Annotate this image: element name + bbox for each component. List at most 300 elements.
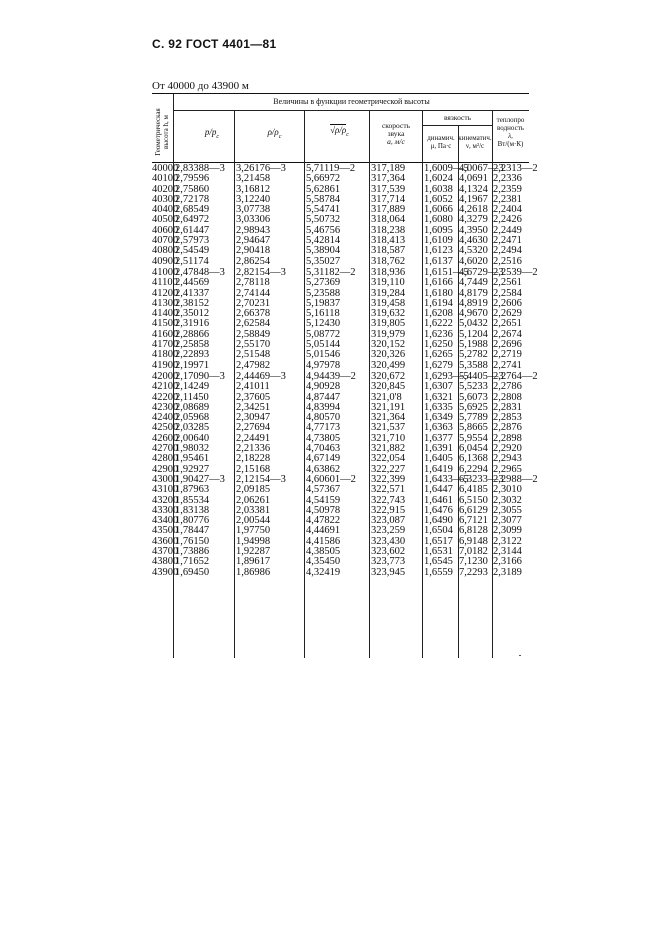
height-cell: 42000: [152, 371, 179, 382]
dynamic-viscosity-cell: 1,6517: [424, 535, 453, 547]
dynamic-viscosity-cell: 1,6180: [424, 287, 453, 299]
column-header-dynamic-viscosity: динамич. μ, Па·с: [427, 134, 455, 150]
thermal-conductivity-cell: 2,2359: [493, 183, 522, 195]
dynamic-viscosity-cell: 1,6009—5: [424, 163, 469, 174]
sqrt-density-cell: 4,63862: [306, 463, 341, 475]
speed-of-sound-cell: 318,238: [371, 224, 406, 236]
height-cell: 43700: [152, 546, 179, 558]
dynamic-viscosity-cell: 1,6208: [424, 308, 453, 320]
density-ratio-cell: 2,12154—3: [236, 474, 286, 485]
height-cell: 43400: [152, 515, 179, 527]
density-ratio-cell: 2,18228: [236, 453, 271, 465]
body-vline-3: [304, 162, 305, 658]
dynamic-viscosity-cell: 1,6250: [424, 339, 453, 351]
pressure-ratio-cell: 2,03285: [175, 422, 210, 434]
thermal-conductivity-cell: 2,2786: [493, 381, 522, 393]
pressure-ratio-cell: 2,19971: [175, 359, 210, 371]
thermal-conductivity-cell: 2,3055: [493, 504, 522, 516]
body-vline-4: [369, 162, 370, 658]
speed-of-sound-cell: 321,191: [371, 401, 406, 413]
speed-of-sound-cell: 320,152: [371, 339, 406, 351]
height-cell: 41600: [152, 328, 179, 340]
column-a: [371, 475, 405, 578]
body-vline-5: [422, 162, 423, 658]
density-ratio-cell: 2,74144: [236, 287, 271, 299]
density-ratio-cell: 1,89617: [236, 556, 271, 568]
kinematic-viscosity-cell: 5,9554: [459, 432, 488, 444]
column-p: [175, 372, 225, 475]
kinematic-viscosity-cell: 4,1324: [459, 183, 488, 195]
dynamic-viscosity-cell: 1,6066: [424, 204, 453, 216]
pressure-ratio-cell: 1,87963: [175, 484, 210, 496]
height-cell: 43900: [152, 566, 179, 578]
thermal-conductivity-cell: 2,3166: [493, 556, 522, 568]
pressure-ratio-cell: 2,57973: [175, 235, 210, 247]
height-cell: 42200: [152, 391, 179, 403]
kinematic-viscosity-cell: 7,1230: [459, 556, 488, 568]
speed-of-sound-cell: 323,430: [371, 535, 406, 547]
density-ratio-cell: 2,09185: [236, 484, 271, 496]
dynamic-viscosity-cell: 1,6038: [424, 183, 453, 195]
column-p: [175, 268, 225, 371]
altitude-range-caption: От 40000 до 43900 м: [152, 80, 249, 92]
density-ratio-cell: 3,12240: [236, 193, 271, 205]
thermal-conductivity-cell: 2,3077: [493, 515, 522, 527]
thermal-conductivity-cell: 2,2741: [493, 359, 522, 371]
column-header-density: $\rho/\rho_c$: [267, 127, 282, 140]
speed-of-sound-cell: 319,284: [371, 287, 406, 299]
sqrt-density-cell: 4,73805: [306, 432, 341, 444]
kinematic-viscosity-cell: 5,3588: [459, 359, 488, 371]
sqrt-density-cell: 5,71119—2: [306, 163, 356, 174]
sqrt-density-cell: 5,05144: [306, 339, 341, 351]
sqrt-density-cell: 5,16118: [306, 308, 340, 320]
thermal-conductivity-cell: 2,2831: [493, 401, 522, 413]
pressure-ratio-cell: 1,95461: [175, 453, 210, 465]
sqrt-density-cell: 5,01546: [306, 349, 341, 361]
density-ratio-cell: 2,34251: [236, 401, 271, 413]
thermal-conductivity-cell: 2,2898: [493, 432, 522, 444]
kinematic-viscosity-cell: 4,6020: [459, 255, 488, 267]
speed-of-sound-cell: 319,110: [371, 277, 405, 289]
sqrt-density-cell: 5,27369: [306, 277, 341, 289]
column-a: [371, 164, 405, 267]
dynamic-viscosity-cell: 1,6052: [424, 193, 453, 205]
sqrt-density-cell: 4,41586: [306, 535, 341, 547]
height-cell: 40200: [152, 183, 179, 195]
speed-of-sound-cell: 318,064: [371, 214, 406, 226]
height-cell: 40400: [152, 204, 179, 216]
speed-of-sound-cell: 322,743: [371, 494, 406, 506]
speed-of-sound-cell: 319,805: [371, 318, 406, 330]
pressure-ratio-cell: 2,00640: [175, 432, 210, 444]
column-p: [175, 475, 225, 578]
height-cell: 40500: [152, 214, 179, 226]
pressure-ratio-cell: 2,22893: [175, 349, 210, 361]
pressure-ratio-cell: 2,44569: [175, 277, 210, 289]
thermal-conductivity-cell: 2,3099: [493, 525, 522, 537]
thermal-conductivity-cell: 2,2516: [493, 255, 522, 267]
thermal-conductivity-cell: 2,2651: [493, 318, 522, 330]
kinematic-viscosity-cell: 6,0454: [459, 443, 488, 455]
height-cell: 41700: [152, 339, 179, 351]
kinematic-viscosity-cell: 4,9670: [459, 308, 488, 320]
sqrt-density-cell: 4,47822: [306, 515, 341, 527]
group-title: Величины в функции геометрической высоты: [273, 97, 430, 106]
sqrt-density-cell: 5,42814: [306, 235, 341, 247]
pressure-ratio-cell: 2,41337: [175, 287, 210, 299]
thermal-conductivity-cell: 2,2808: [493, 391, 522, 403]
pressure-ratio-cell: 2,31916: [175, 318, 210, 330]
height-cell: 42300: [152, 401, 179, 413]
thermal-conductivity-cell: 2,2988—2: [493, 474, 538, 485]
speed-of-sound-cell: 320,672: [371, 371, 406, 382]
pressure-ratio-cell: 1,98032: [175, 443, 210, 455]
height-cell: 42900: [152, 463, 179, 475]
height-cell: 43000: [152, 474, 179, 485]
thermal-conductivity-cell: 2,2313—2: [493, 163, 538, 174]
thermal-conductivity-cell: 2,2943: [493, 453, 522, 465]
thermal-conductivity-cell: 2,2584: [493, 287, 522, 299]
height-cell: 41500: [152, 318, 179, 330]
thermal-conductivity-cell: 2,3144: [493, 546, 522, 558]
height-cell: 41800: [152, 349, 179, 361]
speed-of-sound-cell: 319,458: [371, 297, 406, 309]
dynamic-viscosity-cell: 1,6279: [424, 359, 453, 371]
dynamic-viscosity-cell: 1,6109: [424, 235, 453, 247]
density-ratio-cell: 2,94647: [236, 235, 271, 247]
density-ratio-cell: 2,37605: [236, 391, 271, 403]
thermal-conductivity-cell: 2,2449: [493, 224, 522, 236]
height-cell: 43800: [152, 556, 179, 568]
sqrt-density-cell: 5,54741: [306, 204, 341, 216]
speed-of-sound-cell: 321,882: [371, 443, 406, 455]
sqrt-density-cell: 4,83994: [306, 401, 341, 413]
kinematic-viscosity-cell: 5,8665: [459, 422, 488, 434]
sqrt-density-cell: 5,66972: [306, 173, 341, 185]
pressure-ratio-cell: 2,38152: [175, 297, 210, 309]
density-ratio-cell: 1,92287: [236, 546, 271, 558]
speed-of-sound-cell: 323,945: [371, 566, 406, 578]
height-cell: 40800: [152, 245, 179, 257]
dynamic-viscosity-cell: 1,6236: [424, 328, 453, 340]
column-sqrt: [306, 268, 356, 371]
sqrt-density-cell: 4,94439—2: [306, 371, 356, 382]
dynamic-viscosity-cell: 1,6349: [424, 412, 453, 424]
column-a: [371, 268, 405, 371]
density-ratio-cell: 2,62584: [236, 318, 271, 330]
density-ratio-cell: 2,90418: [236, 245, 271, 257]
sqrt-density-cell: 5,62861: [306, 183, 341, 195]
sqrt-density-cell: 4,44691: [306, 525, 341, 537]
speed-of-sound-cell: 317,714: [371, 193, 406, 205]
dynamic-viscosity-cell: 1,6166: [424, 277, 453, 289]
pressure-ratio-cell: 2,11450: [175, 391, 209, 403]
column-header-speed: скорость звука a, м/с: [381, 121, 411, 146]
dynamic-viscosity-cell: 1,6363: [424, 422, 453, 434]
dynamic-viscosity-cell: 1,6405: [424, 453, 453, 465]
kinematic-viscosity-cell: 4,7449: [459, 277, 488, 289]
sqrt-density-cell: 4,50978: [306, 504, 341, 516]
speed-of-sound-cell: 319,632: [371, 308, 406, 320]
column-lam: [493, 164, 538, 267]
height-cell: 43600: [152, 535, 179, 547]
group-title-underline: [174, 110, 529, 111]
density-ratio-cell: 2,00544: [236, 515, 271, 527]
height-cell: 42400: [152, 412, 179, 424]
density-ratio-cell: 2,82154—3: [236, 267, 286, 278]
pressure-ratio-cell: 2,54549: [175, 245, 210, 257]
thermal-conductivity-cell: 2,2876: [493, 422, 522, 434]
kinematic-viscosity-cell: 6,4185: [459, 484, 488, 496]
height-cell: 41000: [152, 267, 179, 278]
pressure-ratio-cell: 2,61447: [175, 224, 210, 236]
speed-of-sound-cell: 323,602: [371, 546, 406, 558]
thermal-conductivity-cell: 2,2606: [493, 297, 522, 309]
column-lam: [493, 268, 538, 371]
height-cell: 41400: [152, 308, 179, 320]
pressure-ratio-cell: 1,76150: [175, 535, 210, 547]
height-cell: 43200: [152, 494, 179, 506]
pressure-ratio-cell: 2,79596: [175, 173, 210, 185]
kinematic-viscosity-cell: 5,6073: [459, 391, 488, 403]
kinematic-viscosity-cell: 4,5320: [459, 245, 488, 257]
dynamic-viscosity-cell: 1,6433—5: [424, 474, 469, 485]
body-vline-2: [234, 162, 235, 658]
speed-of-sound-cell: 322,227: [371, 463, 406, 475]
density-ratio-cell: 2,24491: [236, 432, 271, 444]
column-rho: [236, 372, 286, 475]
dynamic-viscosity-cell: 1,6307: [424, 381, 453, 393]
sqrt-density-cell: 4,90928: [306, 381, 341, 393]
kinematic-viscosity-cell: 6,3233—3: [459, 474, 504, 485]
speed-of-sound-cell: 322,571: [371, 484, 406, 496]
header-vline-3: [304, 110, 305, 162]
dynamic-viscosity-cell: 1,6095: [424, 224, 453, 236]
height-cell: 42600: [152, 432, 179, 444]
thermal-conductivity-cell: 2,2381: [493, 193, 522, 205]
kinematic-viscosity-cell: 4,1967: [459, 193, 488, 205]
sqrt-density-cell: 4,38505: [306, 546, 341, 558]
sqrt-density-cell: 4,97978: [306, 359, 341, 371]
speed-of-sound-cell: 320,499: [371, 359, 406, 371]
pressure-ratio-cell: 2,17090—3: [175, 371, 225, 382]
kinematic-viscosity-cell: 5,1204: [459, 328, 488, 340]
density-ratio-cell: 2,70231: [236, 297, 271, 309]
height-cell: 42700: [152, 443, 179, 455]
kinematic-viscosity-cell: 5,6925: [459, 401, 488, 413]
column-rho: [236, 164, 286, 267]
kinematic-viscosity-cell: 6,9148: [459, 535, 488, 547]
header-vline-2: [234, 110, 235, 162]
kinematic-viscosity-cell: 4,2618: [459, 204, 488, 216]
thermal-conductivity-cell: 2,2336: [493, 173, 522, 185]
speed-of-sound-cell: 317,889: [371, 204, 406, 216]
column-sqrt: [306, 164, 355, 267]
height-cell: 40000: [152, 163, 179, 174]
thermal-conductivity-cell: 2,2764—2: [493, 371, 538, 382]
thermal-conductivity-cell: 2,2539—2: [493, 267, 538, 278]
thermal-conductivity-cell: 2,2719: [493, 349, 522, 361]
height-cell: 41200: [152, 287, 179, 299]
density-ratio-cell: 3,07738: [236, 204, 271, 216]
speed-of-sound-cell: 318,413: [371, 235, 406, 247]
thermal-conductivity-cell: 2,2629: [493, 308, 522, 320]
thermal-conductivity-cell: 2,2471: [493, 235, 522, 247]
speed-of-sound-cell: 323,773: [371, 556, 406, 568]
kinematic-viscosity-cell: 4,8179: [459, 287, 488, 299]
column-header-height: Геометрическая высота h, м: [154, 108, 170, 156]
pressure-ratio-cell: 2,72178: [175, 193, 210, 205]
height-cell: 43500: [152, 525, 179, 537]
thermal-conductivity-cell: 2,3032: [493, 494, 522, 506]
dynamic-viscosity-cell: 1,6293—5: [424, 371, 469, 382]
thermal-conductivity-cell: 2,2404: [493, 204, 522, 216]
column-sqrt: [306, 475, 356, 578]
column-rho: [236, 475, 286, 578]
column-header-thermal-conductivity: теплопро водность λ, Вт/(м·К): [496, 116, 525, 148]
sqrt-density-cell: 4,80570: [306, 412, 341, 424]
pressure-ratio-cell: 2,47848—3: [175, 267, 225, 278]
thermal-conductivity-cell: 2,2696: [493, 339, 522, 351]
dynamic-viscosity-cell: 1,6545: [424, 556, 453, 568]
pressure-ratio-cell: 1,83138: [175, 504, 210, 516]
kinematic-viscosity-cell: 6,7121: [459, 515, 488, 527]
sqrt-density-cell: 5,35027: [306, 255, 341, 267]
column-header-pressure: $p/p_c$: [204, 127, 220, 140]
height-cell: 43300: [152, 504, 179, 516]
speed-of-sound-cell: 319,979: [371, 328, 406, 340]
kinematic-viscosity-cell: 5,1988: [459, 339, 488, 351]
dynamic-viscosity-cell: 1,6419: [424, 463, 453, 475]
density-ratio-cell: 3,03306: [236, 214, 271, 226]
speed-of-sound-cell: 317,189: [371, 163, 406, 174]
speed-of-sound-cell: 322,915: [371, 504, 406, 516]
column-p: [175, 164, 225, 267]
density-ratio-cell: 2,30947: [236, 412, 271, 424]
density-ratio-cell: 2,51548: [236, 349, 271, 361]
dynamic-viscosity-cell: 1,6559: [424, 566, 453, 578]
density-ratio-cell: 2,98943: [236, 224, 271, 236]
speed-of-sound-cell: 321,710: [371, 432, 406, 444]
kinematic-viscosity-cell: 5,0432: [459, 318, 488, 330]
sqrt-density-cell: 4,87447: [306, 391, 341, 403]
pressure-ratio-cell: 1,71652: [175, 556, 210, 568]
thermal-conductivity-cell: 2,2426: [493, 214, 522, 226]
thermal-conductivity-cell: 2,3189: [493, 566, 522, 578]
sqrt-density-cell: 5,19837: [306, 297, 341, 309]
kinematic-viscosity-cell: 6,5150: [459, 494, 488, 506]
column-sqrt: [306, 372, 356, 475]
kinematic-viscosity-cell: 7,0182: [459, 546, 488, 558]
dynamic-viscosity-cell: 1,6151—5: [424, 267, 469, 278]
height-cell: 42100: [152, 381, 179, 393]
density-ratio-cell: 2,44469—3: [236, 371, 286, 382]
page-header: С. 92 ГОСТ 4401—81: [152, 37, 277, 51]
density-ratio-cell: 2,78118: [236, 277, 270, 289]
thermal-conductivity-cell: 2,2561: [493, 277, 522, 289]
density-ratio-cell: 1,86986: [236, 566, 271, 578]
kinematic-viscosity-cell: 6,1368: [459, 453, 488, 465]
sqrt-density-cell: 5,50732: [306, 214, 341, 226]
height-cell: 42800: [152, 453, 179, 465]
kinematic-viscosity-cell: 6,6129: [459, 504, 488, 516]
pressure-ratio-cell: 1,92927: [175, 463, 210, 475]
pressure-ratio-cell: 1,69450: [175, 566, 210, 578]
dynamic-viscosity-cell: 1,6531: [424, 546, 453, 558]
dynamic-viscosity-cell: 1,6321: [424, 391, 453, 403]
thermal-conductivity-cell: 2,2494: [493, 245, 522, 257]
height-cell: 40100: [152, 173, 179, 185]
density-ratio-cell: 2,66378: [236, 308, 271, 320]
thermal-conductivity-cell: 2,3122: [493, 535, 522, 547]
height-cell: 40900: [152, 255, 179, 267]
speed-of-sound-cell: 321,0'8: [371, 391, 402, 403]
density-ratio-cell: 2,55170: [236, 339, 271, 351]
speed-of-sound-cell: 320,845: [371, 381, 406, 393]
thermal-conductivity-cell: 2,2920: [493, 443, 522, 455]
dynamic-viscosity-cell: 1,6222: [424, 318, 453, 330]
thermal-conductivity-cell: 2,2674: [493, 328, 522, 340]
pressure-ratio-cell: 1,85534: [175, 494, 210, 506]
pressure-ratio-cell: 2,08689: [175, 401, 210, 413]
dynamic-viscosity-cell: 1,6137: [424, 255, 453, 267]
pressure-ratio-cell: 1,73886: [175, 546, 210, 558]
height-cell: 41100: [152, 277, 178, 289]
density-ratio-cell: 2,03381: [236, 504, 271, 516]
dynamic-viscosity-cell: 1,6123: [424, 245, 453, 257]
density-ratio-cell: 2,06261: [236, 494, 271, 506]
pressure-ratio-cell: 2,14249: [175, 381, 210, 393]
sqrt-density-cell: 4,70463: [306, 443, 341, 455]
pressure-ratio-cell: 2,83388—3: [175, 163, 225, 174]
dynamic-viscosity-cell: 1,6447: [424, 484, 453, 496]
sqrt-density-cell: 4,67149: [306, 453, 341, 465]
height-cell: 41900: [152, 359, 179, 371]
dynamic-viscosity-cell: 1,6490: [424, 515, 453, 527]
speed-of-sound-cell: 322,399: [371, 474, 406, 485]
height-cell: 42500: [152, 422, 179, 434]
dynamic-viscosity-cell: 1,6391: [424, 443, 453, 455]
dynamic-viscosity-cell: 1,6080: [424, 214, 453, 226]
sqrt-density-cell: 5,31182—2: [306, 267, 356, 278]
pressure-ratio-cell: 1,78447: [175, 525, 210, 537]
sqrt-density-cell: 5,08772: [306, 328, 341, 340]
column-header-sqrt-density: $√\rho/\rho_c$: [330, 125, 349, 138]
density-ratio-cell: 2,27694: [236, 422, 271, 434]
density-ratio-cell: 3,16812: [236, 183, 271, 195]
speed-of-sound-cell: 318,762: [371, 255, 406, 267]
pressure-ratio-cell: 2,75860: [175, 183, 210, 195]
column-a: [371, 372, 405, 475]
kinematic-viscosity-cell: 5,5233: [459, 381, 488, 393]
pressure-ratio-cell: 1,80776: [175, 515, 210, 527]
column-lam: [493, 372, 538, 475]
kinematic-viscosity-cell: 6,8128: [459, 525, 488, 537]
density-ratio-cell: 2,58849: [236, 328, 271, 340]
dynamic-viscosity-cell: 1,6024: [424, 173, 453, 185]
kinematic-viscosity-cell: 4,3279: [459, 214, 488, 226]
kinematic-viscosity-cell: 4,0691: [459, 173, 488, 185]
density-ratio-cell: 1,94998: [236, 535, 271, 547]
speed-of-sound-cell: 317,539: [371, 183, 406, 195]
height-cell: 40300: [152, 193, 179, 205]
dynamic-viscosity-cell: 1,6504: [424, 525, 453, 537]
height-cell: 40700: [152, 235, 179, 247]
pressure-ratio-cell: 2,28866: [175, 328, 210, 340]
height-cell: 43100: [152, 484, 179, 496]
speed-of-sound-cell: 323,259: [371, 525, 406, 537]
